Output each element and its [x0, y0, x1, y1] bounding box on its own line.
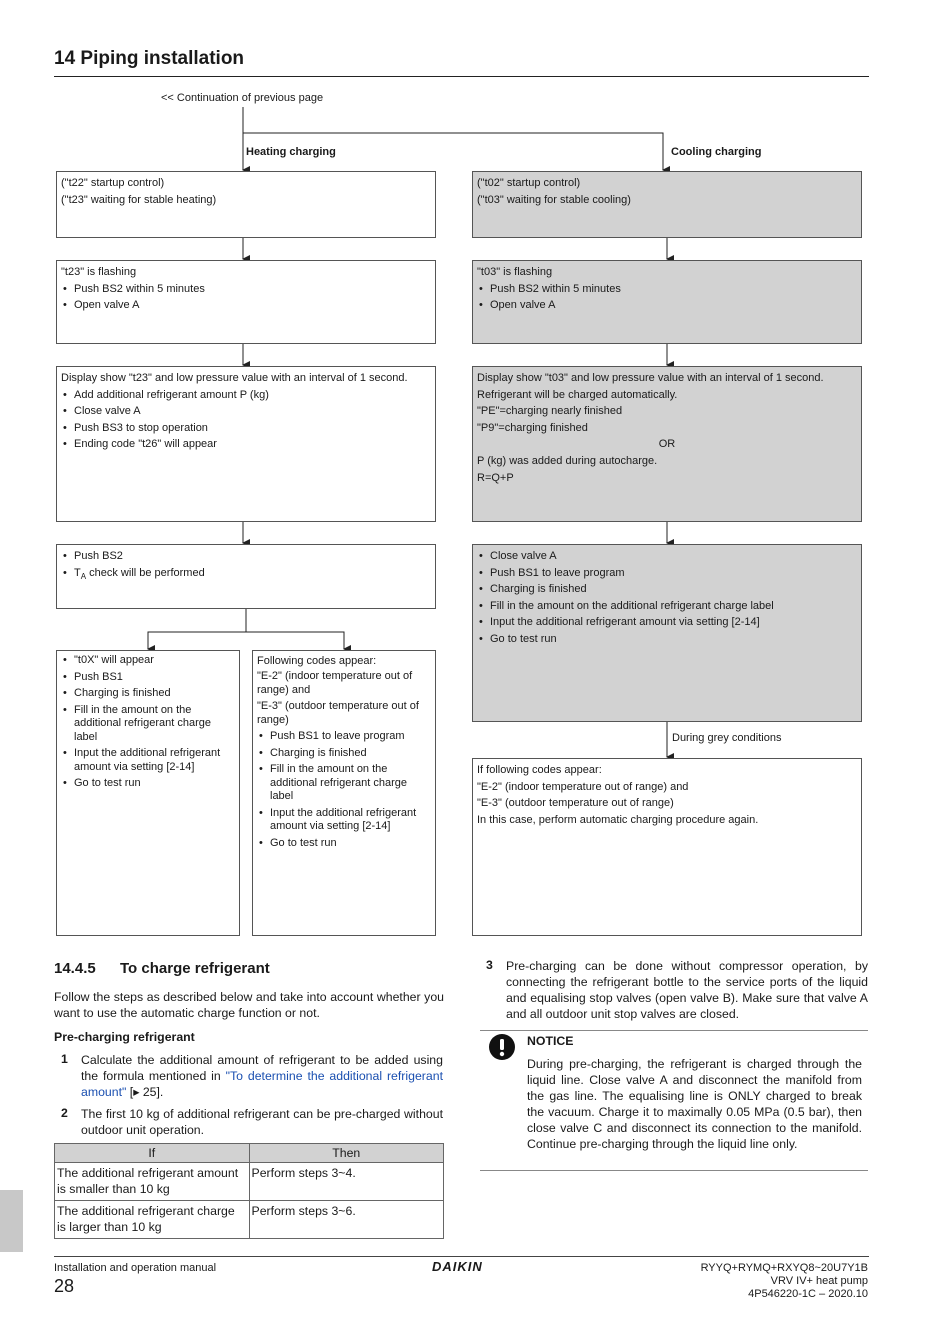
column-header: Then [249, 1144, 443, 1163]
column-header: If [55, 1144, 250, 1163]
list-item: • Open valve A [61, 297, 431, 314]
list-item: • Push BS1 [61, 671, 235, 685]
side-tab [0, 1190, 23, 1252]
page-title: 14 Piping installation [54, 48, 245, 69]
cooling-flashing-line: "t03" is flashing [477, 266, 553, 278]
cooling-pe-line: "PE"=charging nearly finished [477, 405, 623, 418]
footer-model: RYYQ+RYMQ+RXYQ8~20U7Y1B [700, 1262, 868, 1274]
heating-startup-box [56, 171, 436, 238]
notice-bottom-rule [480, 1170, 868, 1171]
heating-wait-line: ("t23" waiting for stable heating) [61, 193, 217, 206]
cooling-p9-line: "P9"=charging finished [477, 421, 588, 434]
list-item: • Input the additional refrigerant amount via setting [2-14] [477, 614, 857, 631]
heating-success-box [56, 650, 240, 936]
heating-startup-line: ("t22" startup control) [61, 177, 165, 189]
table-cell: Perform steps 3~6. [249, 1201, 443, 1239]
table-row [55, 1163, 444, 1201]
page-number: 28 [54, 1276, 75, 1296]
list-item: • Fill in the amount on the additional refrigerant charge label [257, 763, 431, 804]
list-item: • Ending code "t26" will appear [61, 436, 431, 453]
section-heading [54, 960, 270, 977]
list-item: • Charging is finished [61, 687, 235, 701]
cooling-auto-line: Refrigerant will be charged automatically. [477, 388, 678, 401]
heating-flashing-box [56, 260, 436, 344]
footer-manual: Installation and operation manual [54, 1262, 217, 1274]
cooling-p-added-line: P (kg) was added during autocharge. [477, 454, 658, 467]
list-item: • Push BS2 within 5 minutes [61, 281, 431, 298]
section-number: 14.4.5 [54, 960, 96, 977]
continuation-note: << Continuation of previous page [161, 92, 324, 104]
list-item: • Fill in the amount on the additional refrigerant charge label [477, 598, 857, 615]
step-1 [81, 1052, 443, 1100]
heating-charging-heading: Heating charging [246, 146, 336, 158]
cooling-error-line: In this case, perform automatic charging procedure again. [477, 813, 759, 826]
cooling-display-box [472, 366, 862, 522]
list-item: • Fill in the amount on the additional refrigerant charge label [61, 704, 235, 745]
ta-subscript: A [80, 571, 87, 581]
step-1-text: Calculate the additional amount of refrigerant to be added using the formula mentioned in [81, 1053, 443, 1083]
list-item: • Add additional refrigerant amount P (kg) [61, 387, 431, 404]
footer-rule [54, 1256, 869, 1257]
table-header-row [55, 1144, 444, 1163]
error-e2-line: "E-2" (indoor temperature out of range) and [257, 670, 413, 696]
list-item: • Open valve A [477, 297, 857, 314]
step-2: The first 10 kg of additional refrigerant can be pre-charged without outdoor unit operation. [81, 1107, 443, 1137]
table-cell: Perform steps 3~4. [249, 1163, 443, 1201]
list-item: • Push BS1 to leave program [257, 730, 431, 744]
list-item: • Charging is finished [257, 747, 431, 761]
list-item: • Go to test run [477, 631, 857, 648]
list-item: • "t0X" will appear [61, 654, 235, 668]
list-item: • Close valve A [61, 403, 431, 420]
cooling-formula-line: R=Q+P [477, 471, 514, 484]
heating-display-line: Display show "t23" and low pressure value with an interval of 1 second. [61, 372, 408, 384]
ta-symbol: T [74, 566, 81, 579]
notice-title: NOTICE [527, 1034, 574, 1048]
list-item: • Go to test run [61, 777, 235, 791]
list-item: • Push BS1 to leave program [477, 565, 857, 582]
list-item: • Input the additional refrigerant amount via setting [2-14] [61, 747, 235, 774]
table-row [55, 1201, 444, 1239]
list-item: • Input the additional refrigerant amount via setting [2-14] [257, 807, 431, 834]
cooling-startup-line: ("t02" startup control) [477, 177, 581, 189]
if-then-table [54, 1143, 444, 1239]
heating-error-box [252, 650, 436, 936]
step-number: 3 [486, 958, 493, 972]
step-3: Pre-charging can be done without compressor operation, by connecting the refrigerant bottle to the service ports of the liquid and equalising stop valves (open valve B). Make sure that valve A and all outdoor unit stop valves are closed. [506, 959, 868, 1021]
list-item: • Push BS3 to stop operation [61, 420, 431, 437]
notice-top-rule [480, 1030, 868, 1031]
list-item: • Charging is finished [477, 581, 857, 598]
heating-bs2-box [56, 544, 436, 609]
cooling-finish-box [472, 544, 862, 722]
error-e3-line: "E-3" (outdoor temperature out of range) [257, 700, 419, 726]
section-title: To charge refrigerant [120, 960, 270, 977]
step-1-page-ref: [▸ 25]. [126, 1085, 164, 1099]
list-item: • Push BS2 [61, 548, 431, 565]
step-number: 1 [61, 1052, 68, 1066]
footer-product: VRV IV+ heat pump [770, 1275, 868, 1287]
cooling-error-line: "E-2" (indoor temperature out of range) and [477, 780, 689, 793]
heating-display-box [56, 366, 436, 522]
section-intro: Follow the steps as described below and take into account whether you want to use the automatic charge function or not. [54, 990, 444, 1020]
footer-model-block [701, 1262, 868, 1301]
pre-charging-subheading: Pre-charging refrigerant [54, 1030, 195, 1044]
ta-check-text: check will be performed [86, 566, 205, 579]
grey-conditions-label: During grey conditions [672, 732, 782, 744]
cooling-error-line: "E-3" (outdoor temperature out of range) [477, 797, 674, 810]
heating-flashing-line: "t23" is flashing [61, 266, 137, 278]
daikin-logo: DAIKIN [432, 1259, 483, 1274]
notice-text: During pre-charging, the refrigerant is charged through the liquid line. Close valve A and disconnect the manifold from the gas line. The equalising line is ONLY charged to break the vacuum. Charge it to maximally 0.05 MPa (0.5 bar), then close valve C and disconnect its connection to the manifold. Continue pre-charging through the liquid line only. [527, 1057, 862, 1151]
step-number: 2 [61, 1106, 68, 1120]
table-cell: The additional refrigerant amount is smaller than 10 kg [55, 1163, 250, 1201]
cooling-or-line: OR [658, 438, 676, 451]
error-intro-line: Following codes appear: [257, 655, 377, 667]
list-item: • Push BS2 within 5 minutes [477, 281, 857, 298]
amount-link[interactable]: "To determine the additional refrigerant amount" [81, 1069, 443, 1099]
list-item: • Close valve A [477, 548, 857, 565]
list-item: • Go to test run [257, 837, 431, 851]
cooling-charging-heading: Cooling charging [671, 146, 762, 158]
cooling-startup-box [472, 171, 862, 238]
cooling-flashing-box [472, 260, 862, 344]
footer-doc: 4P546220-1C – 2020.10 [748, 1288, 868, 1300]
exclamation-circle-icon [488, 1033, 516, 1061]
cooling-display-line: Display show "t03" and low pressure value with an interval of 1 second. [477, 372, 824, 384]
cooling-wait-line: ("t03" waiting for stable cooling) [477, 193, 631, 206]
cooling-error-line: If following codes appear: [477, 764, 602, 776]
cooling-error-box [472, 758, 862, 936]
table-cell: The additional refrigerant charge is larger than 10 kg [55, 1201, 250, 1239]
list-item [61, 565, 431, 586]
